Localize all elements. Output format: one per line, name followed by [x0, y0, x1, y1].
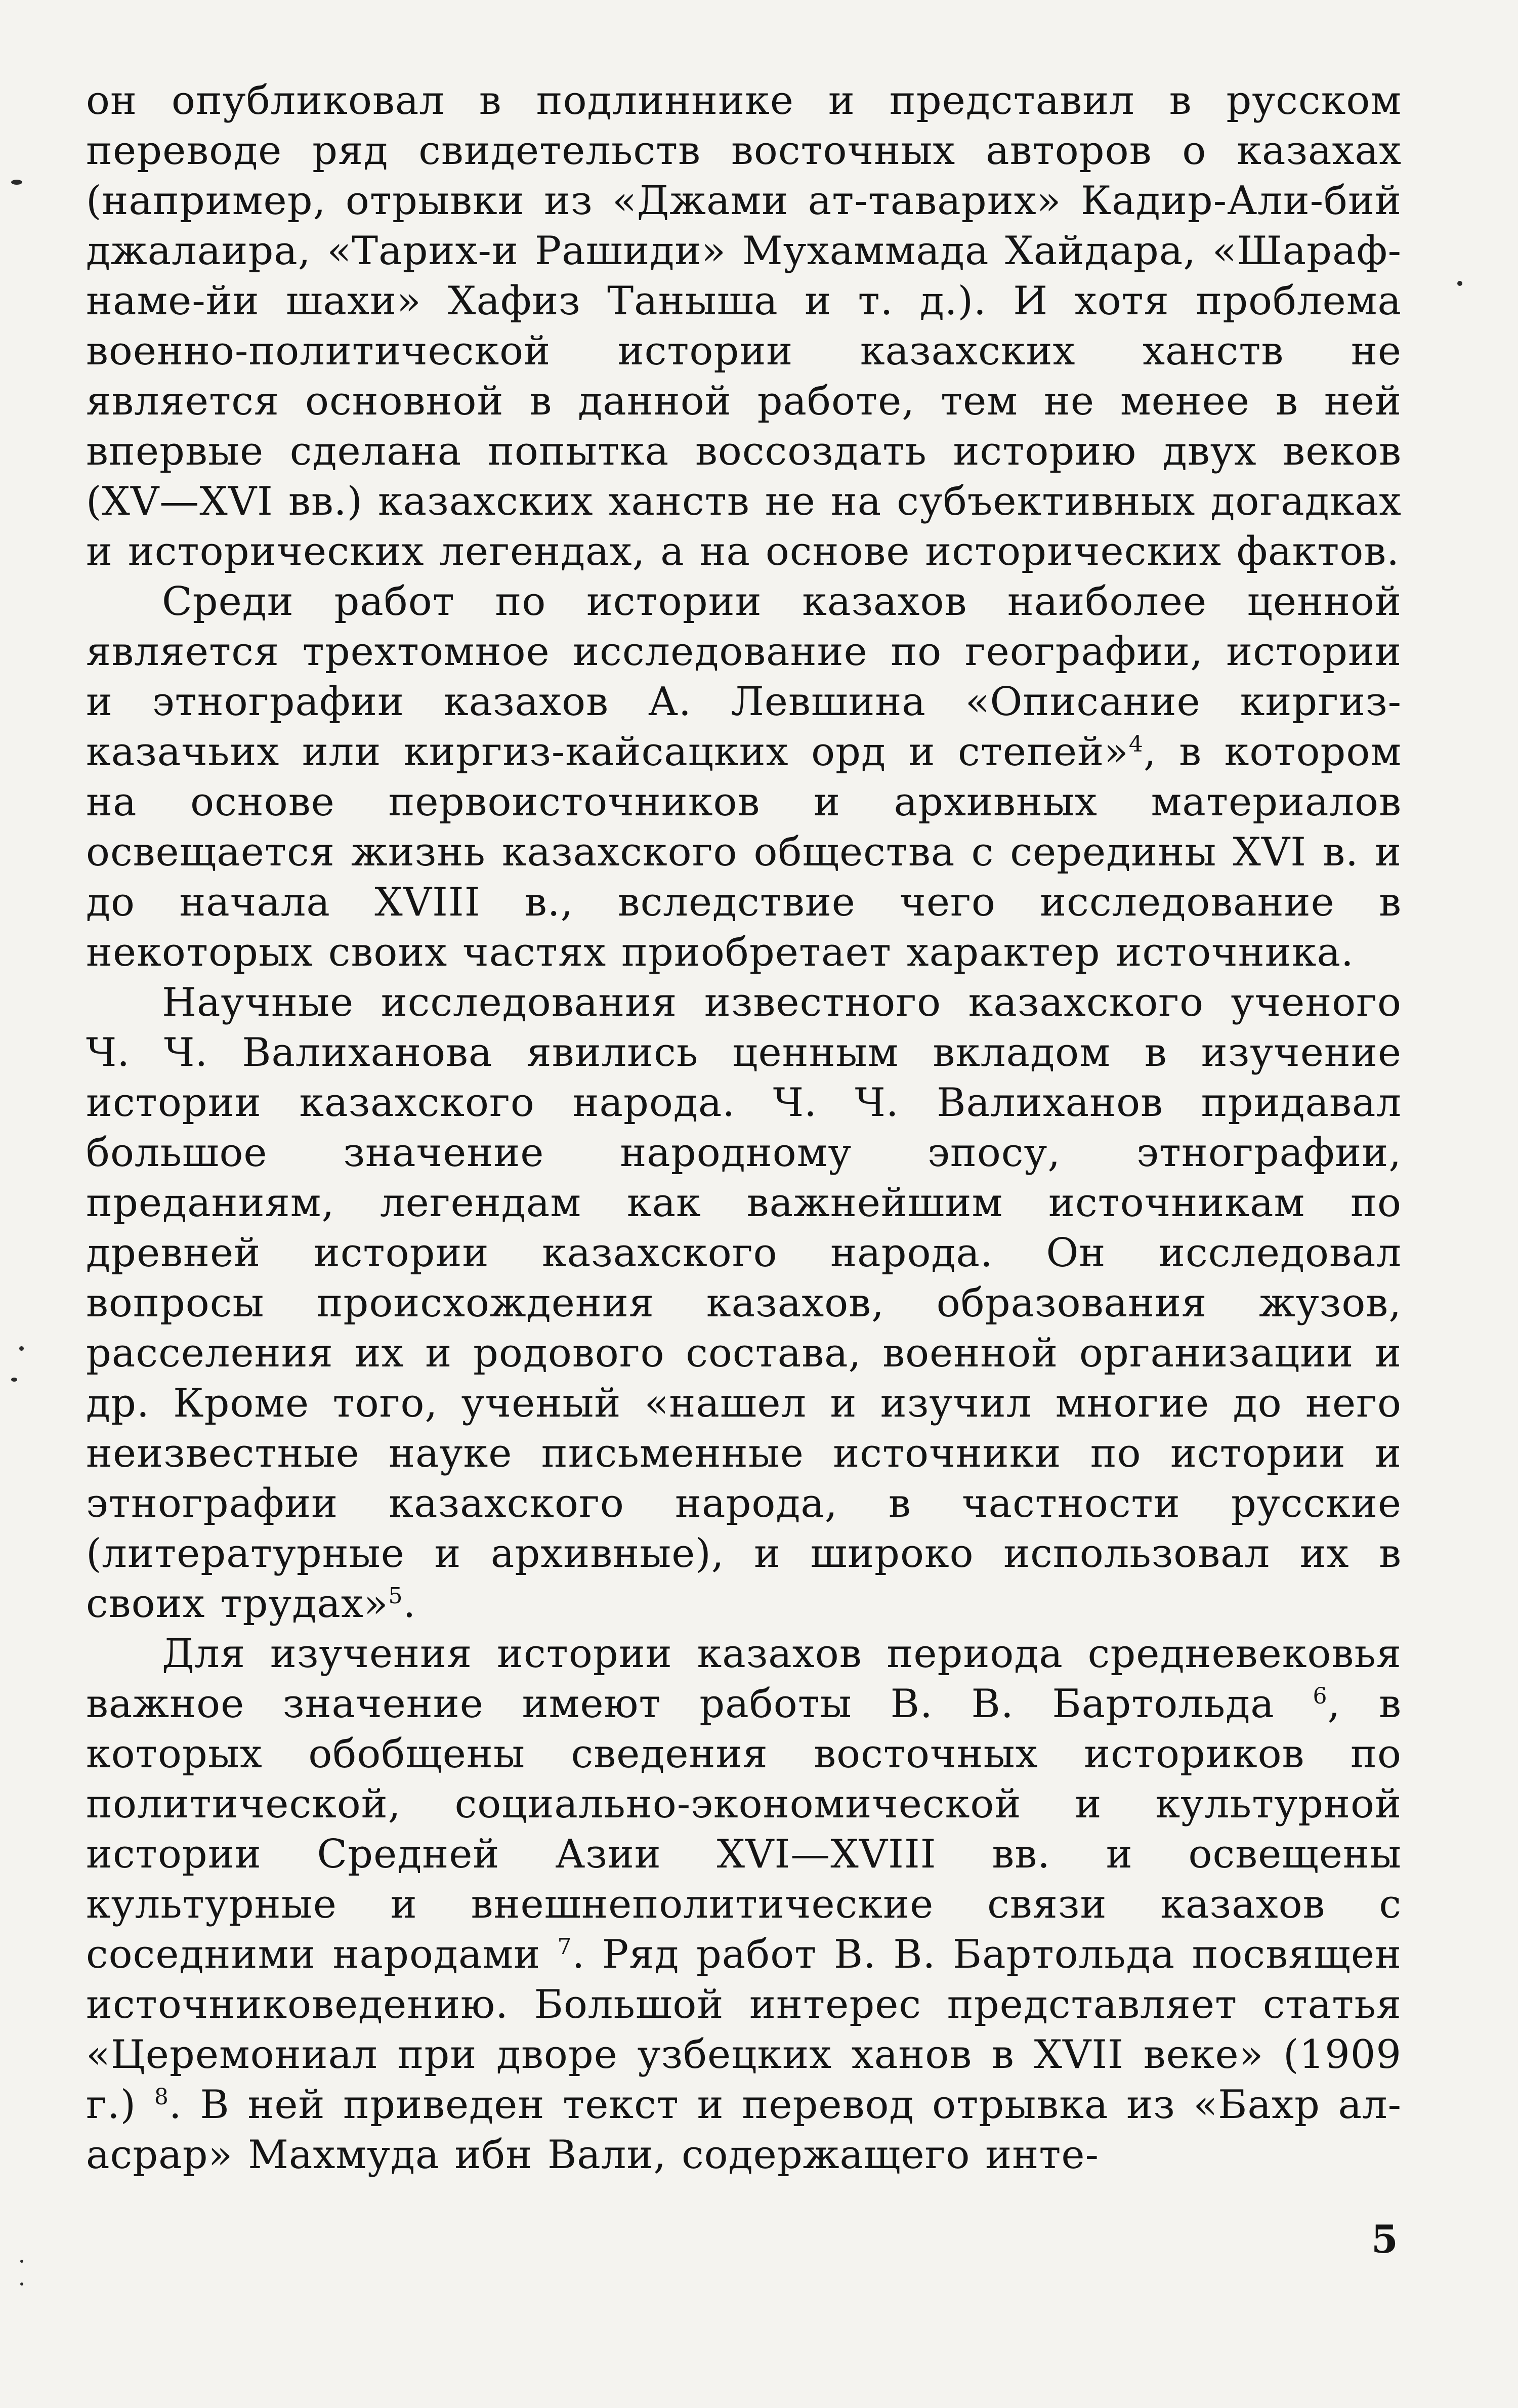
text-run: .	[403, 1581, 416, 1627]
text-run: Научные исследования известного казахского ученого Ч. Ч. Валиханова явились ценным вкладом в изучение истории казахского народа. Ч. Ч. Валиханов придавал большое значение народному эпосу, этнографии, преданиям, легендам как важнейшим источникам по древней истории казахского народа. Он исследовал вопросы происхождения казахов, образования жузов, расселения их и родового состава, военной организации и др. Кроме того, ученый «нашел и изучил многие до него неизвестные науке письменные источники по истории и этнографии казахского народа, в частности русские (литературные и архивные), и широко использовал их в своих трудах»	[86, 980, 1402, 1627]
text-run: . Ряд работ В. В. Бартольда посвящен источниковедению. Большой интерес представляет статья «Церемониал при дворе узбецких ханов в XVII веке» (1909 г.)	[86, 1932, 1402, 2128]
text-run: , в которых обобщены сведения восточных историков по политической, социально-экономической и культурной истории Средней Азии XVI—XVIII вв. и освещены культурные и внешнеполитические связи казахов с соседними народами	[86, 1681, 1402, 1977]
text-run: , в котором на основе первоисточников и архивных материалов освещается жизнь казахского общества с середины XVI в. и до начала XVIII в., вследствие чего исследование в некоторых своих частях приобретает характер источника.	[86, 729, 1402, 975]
footnote-marker: 5	[388, 1583, 403, 1609]
scan-speck	[11, 180, 22, 185]
paragraph	[86, 978, 1402, 1629]
scan-speck	[20, 2282, 23, 2286]
scan-speck	[11, 1378, 17, 1382]
page-number: 5	[1371, 2217, 1398, 2262]
footnote-marker: 7	[557, 1934, 572, 1960]
page-text-body	[86, 76, 1402, 2277]
text-run: Среди работ по истории казахов наиболее ценной является трехтомное исследование по географии, истории и этнографии казахов А. Левшина «Описание киргиз-казачьих или киргиз-кайсацких орд и степей»	[86, 579, 1402, 775]
footnote-marker: 6	[1313, 1683, 1328, 1709]
paragraph	[86, 577, 1402, 978]
footnote-marker: 8	[154, 2084, 169, 2110]
scan-speck	[1457, 281, 1462, 286]
footnote-marker: 4	[1128, 731, 1144, 757]
text-run: он опубликовал в подлиннике и представил в русском переводе ряд свидетельств восточных авторов о казахах (например, отрывки из «Джами ат-таварих» Кадир-Али-бий джалаира, «Тарих-и Рашиди» Мухаммада Хайдара, «Шараф-наме-йи шахи» Хафиз Таныша и т. д.). И хотя проблема военно-политической истории казахских ханств не является основной в данной работе, тем не менее в ней впервые сделана попытка воссоздать историю двух веков (XV—XVI вв.) казахских ханств не на субъективных догадках и исторических легендах, а на основе исторических фактов.	[86, 78, 1402, 574]
scan-speck	[20, 2260, 23, 2263]
paragraph	[86, 76, 1402, 577]
scan-speck	[19, 1346, 24, 1351]
text-run: Для изучения истории казахов периода средневековья важное значение имеют работы В. В. Бартольда	[86, 1631, 1402, 1727]
paragraph	[86, 1629, 1402, 2180]
text-run: . В ней приведен текст и перевод отрывка из «Бахр ал-асрар» Махмуда ибн Вали, содержащего инте-	[86, 2082, 1402, 2178]
